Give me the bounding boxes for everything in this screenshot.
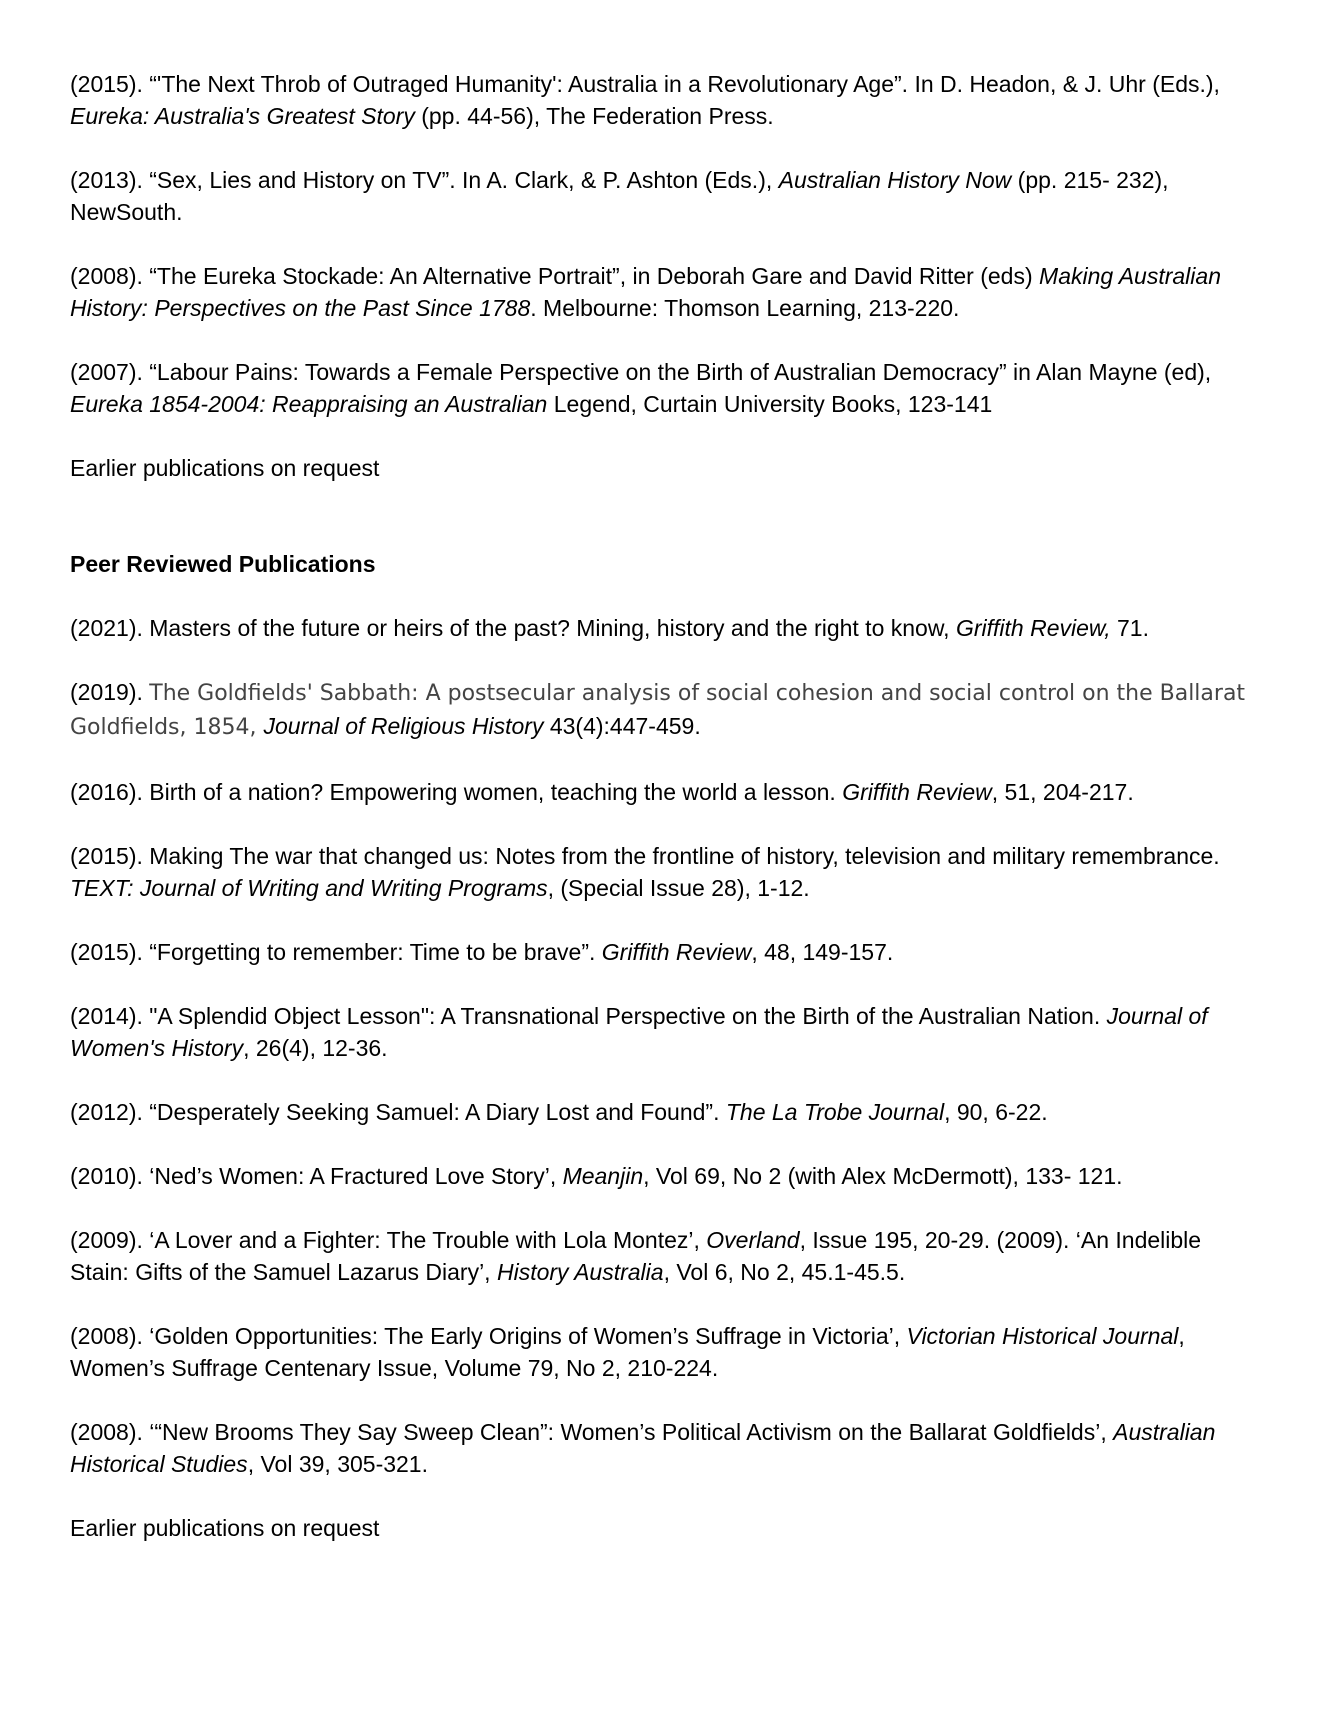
citation-text: (2008). ‘“New Brooms They Say Sweep Clean”: Women’s Political Activism on the Ballarat Goldfields’, bbox=[70, 1419, 1114, 1445]
citation-text: (2015). “Forgetting to remember: Time to be brave”. bbox=[70, 939, 602, 965]
citation-title: Eureka: Australia's Greatest Story bbox=[70, 103, 415, 129]
citation-text: , 48, 149-157. bbox=[751, 939, 894, 965]
citation-text: , 51, 204-217. bbox=[991, 779, 1134, 805]
citation-text: (2015). Making The war that changed us: Notes from the frontline of history, television and military remembrance. bbox=[70, 843, 1220, 869]
citation-text: (2007). “Labour Pains: Towards a Female Perspective on the Birth of Australian Democracy” in Alan Mayne (ed), bbox=[70, 359, 1212, 385]
citation-entry bbox=[70, 936, 1260, 968]
citation-entry bbox=[70, 1160, 1260, 1192]
citation-text: Legend, Curtain University Books, 123-141 bbox=[547, 391, 993, 417]
citation-title: Australian Historical Studies bbox=[70, 1419, 1216, 1477]
citation-text: 43(4):447-459. bbox=[543, 713, 701, 739]
citation-text: . Melbourne: Thomson Learning, 213-220. bbox=[530, 295, 960, 321]
citation-title: Meanjin bbox=[562, 1163, 644, 1189]
citation-text: (2021). Masters of the future or heirs of the past? Mining, history and the right to know, bbox=[70, 615, 956, 641]
citation-entry bbox=[70, 776, 1260, 808]
citation-title: Journal of Women's History bbox=[70, 1003, 1208, 1061]
citation-text: , 90, 6-22. bbox=[944, 1099, 1048, 1125]
citation-text: (2019). bbox=[70, 679, 150, 705]
citation-text: The Goldfields' Sabbath: A postsecular analysis of social cohesion and social control on the Ballarat Goldfields, 1854, bbox=[70, 681, 1246, 740]
citation-title: Making Australian History: Perspectives on the Past Since 1788 bbox=[70, 263, 1221, 321]
citation-text: (2008). “The Eureka Stockade: An Alternative Portrait”, in Deborah Gare and David Ritter (eds) bbox=[70, 263, 1040, 289]
citation-text: (2013). “Sex, Lies and History on TV”. In A. Clark, & P. Ashton (Eds.), bbox=[70, 167, 779, 193]
citation-entry bbox=[70, 676, 1260, 744]
citation-entry bbox=[70, 1096, 1260, 1128]
citation-entry bbox=[70, 840, 1260, 904]
citation-text: (pp. 44-56), The Federation Press. bbox=[414, 103, 774, 129]
citation-title: TEXT: Journal of Writing and Writing Programs bbox=[70, 875, 548, 901]
citation-entry bbox=[70, 1416, 1260, 1480]
citation-title: Griffith Review bbox=[842, 779, 992, 805]
citation-entry bbox=[70, 68, 1260, 132]
citation-text: (2015). “'The Next Throb of Outraged Humanity': Australia in a Revolutionary Age”. In D. Headon, & J. Uhr (Eds.), bbox=[70, 71, 1220, 97]
citation-title: Overland bbox=[706, 1227, 800, 1253]
citation-title: Griffith Review bbox=[601, 939, 752, 965]
peer-reviewed-list bbox=[70, 612, 1260, 1480]
citation-entry bbox=[70, 1000, 1260, 1064]
citation-title: Journal of Religious History bbox=[263, 713, 544, 739]
citation-title: The La Trobe Journal bbox=[725, 1099, 945, 1125]
document-page bbox=[70, 68, 1260, 1576]
section-heading-peer-reviewed: Peer Reviewed Publications bbox=[70, 551, 376, 577]
citation-text: (2008). ‘Golden Opportunities: The Early Origins of Women’s Suffrage in Victoria’, bbox=[70, 1323, 907, 1349]
citation-text: (2012). “Desperately Seeking Samuel: A Diary Lost and Found”. bbox=[70, 1099, 726, 1125]
citation-entry bbox=[70, 164, 1260, 228]
earlier-publications-note-2: Earlier publications on request bbox=[70, 1515, 380, 1541]
citation-entry bbox=[70, 612, 1260, 644]
citation-entry bbox=[70, 1224, 1260, 1288]
citation-entry bbox=[70, 1320, 1260, 1384]
citation-text: , 26(4), 12-36. bbox=[243, 1035, 388, 1061]
citation-text: (2016). Birth of a nation? Empowering women, teaching the world a lesson. bbox=[70, 779, 843, 805]
citation-text: (2010). ‘Ned’s Women: A Fractured Love Story’, bbox=[70, 1163, 563, 1189]
citation-title: Victorian Historical Journal bbox=[906, 1323, 1179, 1349]
citation-text: (2009). ‘A Lover and a Fighter: The Trouble with Lola Montez’, bbox=[70, 1227, 707, 1253]
citation-title: Griffith Review, bbox=[955, 615, 1111, 641]
citation-text: 71. bbox=[1110, 615, 1149, 641]
citation-text: , Vol 69, No 2 (with Alex McDermott), 133- 121. bbox=[643, 1163, 1123, 1189]
citation-entry bbox=[70, 260, 1260, 324]
citation-text: , Vol 6, No 2, 45.1-45.5. bbox=[663, 1259, 906, 1285]
citation-text: , Vol 39, 305-321. bbox=[247, 1451, 428, 1477]
citation-entry bbox=[70, 356, 1260, 420]
citation-text: (pp. 215- 232), NewSouth. bbox=[70, 167, 1169, 225]
citation-text: , Women’s Suffrage Centenary Issue, Volume 79, No 2, 210-224. bbox=[70, 1323, 1185, 1381]
citation-title: Eureka 1854-2004: Reappraising an Australian bbox=[70, 391, 548, 417]
citation-text: , (Special Issue 28), 1-12. bbox=[547, 875, 810, 901]
book-chapters-list bbox=[70, 68, 1260, 420]
citation-text: , Issue 195, 20-29. (2009). ‘An Indelible Stain: Gifts of the Samuel Lazarus Diary’, bbox=[70, 1227, 1202, 1285]
citation-text: (2014). "A Splendid Object Lesson": A Transnational Perspective on the Birth of the Australian Nation. bbox=[70, 1003, 1107, 1029]
citation-title: History Australia bbox=[496, 1259, 664, 1285]
citation-title: Australian History Now bbox=[778, 167, 1012, 193]
earlier-publications-note: Earlier publications on request bbox=[70, 455, 380, 481]
